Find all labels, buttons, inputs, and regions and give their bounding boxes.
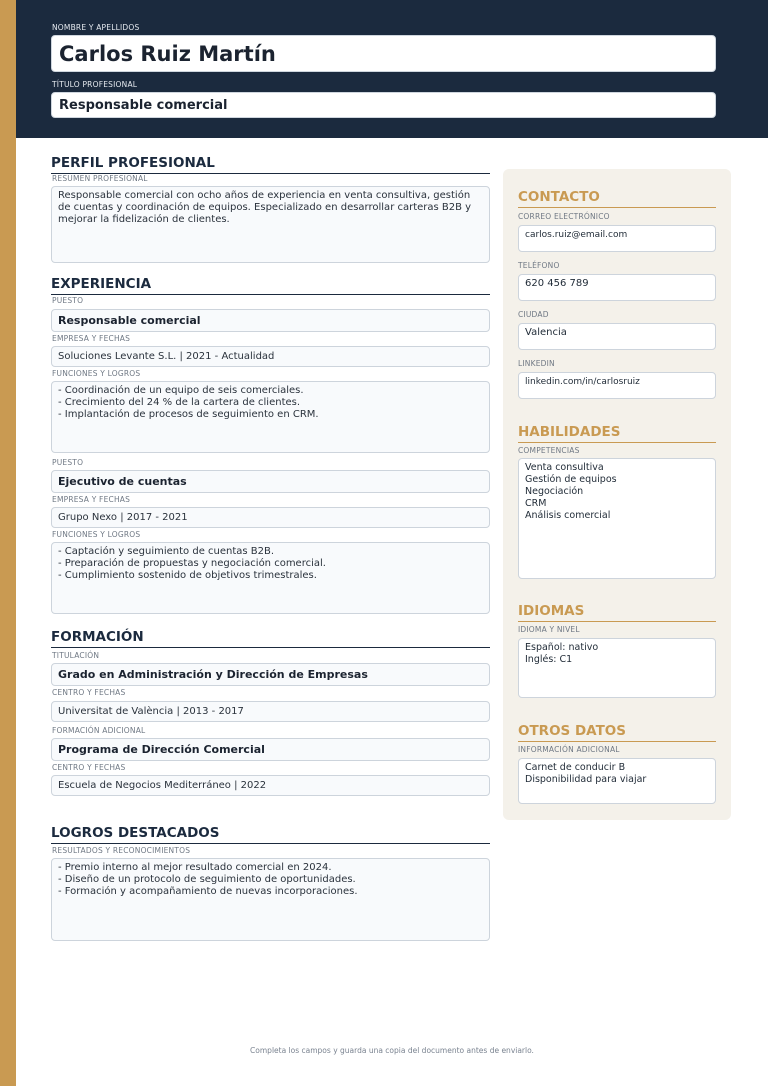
skill-item: CRM — [525, 498, 547, 509]
achievement-item: - Diseño de un protocolo de seguimiento de oportunidades. — [58, 874, 356, 885]
other-label: INFORMACIÓN ADICIONAL — [518, 745, 620, 754]
extra-center-label: CENTRO Y FECHAS — [52, 763, 126, 772]
duty-item: - Captación y seguimiento de cuentas B2B. — [58, 546, 275, 557]
profile-summary-text: Responsable comercial con ocho años de experiencia en venta consultiva, gestión de cuentas y coordinación de equipos. Especializado en desarrollar carteras B2B y mejorar la fidelización de clientes. — [58, 190, 472, 225]
footer-note: Completa los campos y guarda una copia del documento antes de enviarlo. — [250, 1046, 534, 1055]
skill-item: Análisis comercial — [525, 510, 611, 521]
center-field[interactable]: Universitat de València | 2013 - 2017 — [51, 701, 490, 722]
job-position-label: PUESTO — [52, 296, 84, 305]
job-position-field[interactable]: Responsable comercial — [51, 309, 490, 332]
language-item: Inglés: C1 — [525, 654, 573, 665]
email-field[interactable]: carlos.ruiz@email.com — [518, 225, 716, 252]
profile-summary-label: RESUMEN PROFESIONAL — [52, 174, 148, 183]
other-field[interactable] — [518, 758, 716, 804]
professional-title-field[interactable]: Responsable comercial — [51, 92, 716, 118]
job-company-label: EMPRESA Y FECHAS — [52, 495, 131, 504]
phone-label: TELÉFONO — [518, 261, 560, 270]
job-duties-field[interactable] — [51, 542, 490, 614]
job-position-field[interactable]: Ejecutivo de cuentas — [51, 470, 490, 493]
duty-item: - Implantación de procesos de seguimiento en CRM. — [58, 409, 319, 420]
achievements-field[interactable] — [51, 858, 490, 941]
skill-item: Negociación — [525, 486, 584, 497]
linkedin-label: LINKEDIN — [518, 359, 555, 368]
name-label: NOMBRE Y APELLIDOS — [52, 23, 140, 32]
duty-item: - Coordinación de un equipo de seis comerciales. — [58, 385, 304, 396]
skills-field[interactable] — [518, 458, 716, 579]
job-duties-label: FUNCIONES Y LOGROS — [52, 530, 141, 539]
city-label: CIUDAD — [518, 310, 549, 319]
center-label: CENTRO Y FECHAS — [52, 688, 126, 697]
experience-heading: EXPERIENCIA — [51, 277, 490, 295]
job-position-label: PUESTO — [52, 458, 84, 467]
city-field[interactable]: Valencia — [518, 323, 716, 350]
title-label: TÍTULO PROFESIONAL — [52, 80, 138, 89]
languages-label: IDIOMA Y NIVEL — [518, 625, 580, 634]
job-duties-field[interactable] — [51, 381, 490, 453]
job-company-field[interactable]: Soluciones Levante S.L. | 2021 - Actualidad — [51, 346, 490, 367]
extra-training-field[interactable]: Programa de Dirección Comercial — [51, 738, 490, 761]
degree-label: TITULACIÓN — [52, 651, 100, 660]
extra-training-label: FORMACIÓN ADICIONAL — [52, 726, 146, 735]
extra-center-field[interactable]: Escuela de Negocios Mediterráneo | 2022 — [51, 775, 490, 796]
achievements-label: RESULTADOS Y RECONOCIMIENTOS — [52, 846, 191, 855]
name-field[interactable]: Carlos Ruiz Martín — [51, 35, 716, 72]
degree-field[interactable]: Grado en Administración y Dirección de Empresas — [51, 663, 490, 686]
job-company-field[interactable]: Grupo Nexo | 2017 - 2021 — [51, 507, 490, 528]
profile-summary-field[interactable] — [51, 186, 490, 263]
skills-heading: HABILIDADES — [518, 425, 716, 443]
duty-item: - Cumplimiento sostenido de objetivos trimestrales. — [58, 570, 317, 581]
linkedin-field[interactable]: linkedin.com/in/carlosruiz — [518, 372, 716, 399]
skill-item: Gestión de equipos — [525, 474, 617, 485]
email-label: CORREO ELECTRÓNICO — [518, 212, 610, 221]
achievement-item: - Premio interno al mejor resultado comercial en 2024. — [58, 862, 332, 873]
duty-item: - Crecimiento del 24 % de la cartera de clientes. — [58, 397, 301, 408]
skills-label: COMPETENCIAS — [518, 446, 580, 455]
languages-heading: IDIOMAS — [518, 604, 716, 622]
other-heading: OTROS DATOS — [518, 724, 716, 742]
achievements-heading: LOGROS DESTACADOS — [51, 826, 490, 844]
other-item: Carnet de conducir B — [525, 762, 626, 773]
job-duties-label: FUNCIONES Y LOGROS — [52, 369, 141, 378]
skill-item: Venta consultiva — [525, 462, 604, 473]
profile-heading: PERFIL PROFESIONAL — [51, 156, 490, 174]
languages-field[interactable] — [518, 638, 716, 698]
language-item: Español: nativo — [525, 642, 599, 653]
accent-bar — [0, 0, 16, 1086]
other-item: Disponibilidad para viajar — [525, 774, 647, 785]
phone-field[interactable]: 620 456 789 — [518, 274, 716, 301]
achievement-item: - Formación y acompañamiento de nuevas incorporaciones. — [58, 886, 358, 897]
education-heading: FORMACIÓN — [51, 630, 490, 648]
job-company-label: EMPRESA Y FECHAS — [52, 334, 131, 343]
contact-heading: CONTACTO — [518, 190, 716, 208]
duty-item: - Preparación de propuestas y negociación comercial. — [58, 558, 326, 569]
